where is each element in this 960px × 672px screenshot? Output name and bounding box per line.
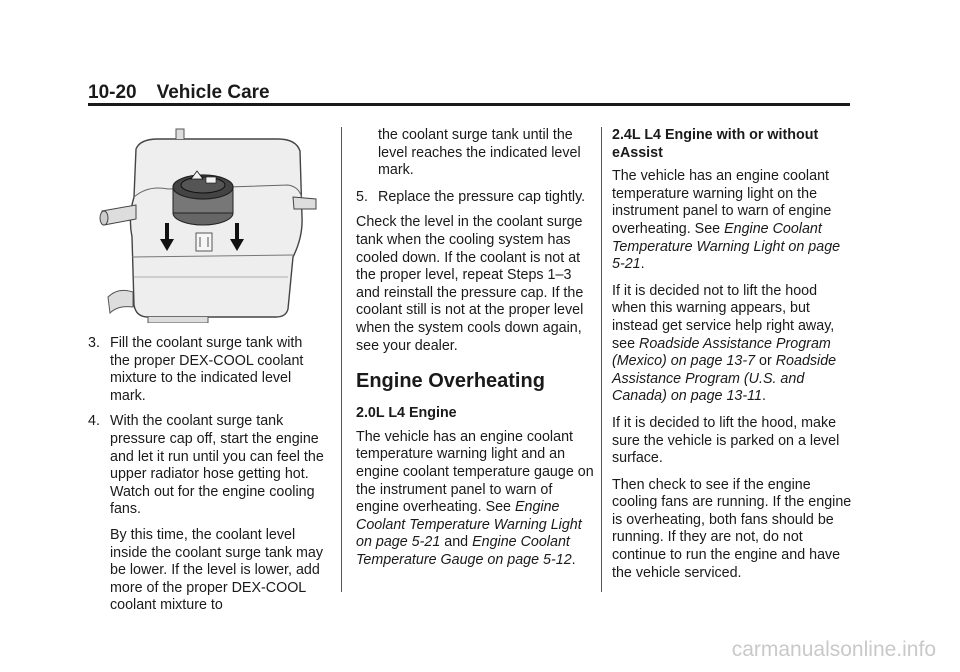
column-1 <box>88 127 326 624</box>
step-4-paragraph: By this time, the coolant level inside the coolant surge tank may be lower. If the level is lower, add more of the proper DEX-COOL coolant mixture to <box>110 526 323 614</box>
column-2 <box>356 127 594 578</box>
column-3 <box>612 127 852 591</box>
column-divider-1 <box>341 127 342 592</box>
step-number: 3. <box>88 335 100 351</box>
overheating-paragraph <box>356 429 594 570</box>
subheading-2-4l: 2.4L L4 Engine with or without eAssist <box>612 127 819 161</box>
paragraph-text: or <box>755 353 776 370</box>
step-5 <box>356 189 594 207</box>
step-4 <box>88 413 326 519</box>
paragraph-text: The vehicle has an engine coolant temperature warning light on the instrument panel to warn of engine overheating. See <box>612 168 832 237</box>
cooling-fans-paragraph: Then check to see if the engine cooling fans are running. If the engine is overheating, both fans should be running. If they are not, do not continue to run the engine and have the vehicle serviced. <box>612 476 852 581</box>
cross-reference-link[interactable]: Roadside Assistance Program (Mexico) on page 13-7 <box>612 335 831 370</box>
cross-reference-link[interactable]: Roadside Assistance Program (U.S. and Canada) on page 13-11 <box>612 353 837 405</box>
paragraph-text: . <box>761 388 766 405</box>
step-text: Replace the pressure cap tightly. <box>378 188 586 205</box>
paragraph-text: The vehicle has an engine coolant temperature warning light and an engine coolant temperature gauge on the instrument panel to warn of engine overheating. See <box>356 428 594 516</box>
page-number: 10-20 <box>88 82 137 103</box>
coolant-surge-tank-illustration <box>88 127 326 323</box>
step-text: Fill the coolant surge tank with the proper DEX-COOL coolant mixture to the indicated level mark. <box>110 335 304 404</box>
step-number: 5. <box>356 188 368 205</box>
header-rule <box>88 103 850 106</box>
cross-reference-link[interactable]: Engine Coolant Temperature Warning Light on page 5-21 <box>612 220 841 273</box>
paragraph-text: . <box>640 256 645 273</box>
step-4-continued: the coolant surge tank until the level reaches the indicated level mark. <box>378 127 581 179</box>
subheading-2-0l: 2.0L L4 Engine <box>356 405 457 422</box>
paragraph-text: If it is decided not to lift the hood when this warning appears, but instead get service help right away, see <box>612 282 835 352</box>
page-header <box>88 82 270 104</box>
paragraph-text: . <box>571 551 576 568</box>
cross-reference-link[interactable]: Engine Coolant Temperature Warning Light on page 5-21 <box>356 499 582 551</box>
roadside-paragraph <box>612 283 852 406</box>
column-divider-2 <box>601 127 602 592</box>
paragraph-text: and <box>440 534 473 551</box>
watermark: carmanualsonline.info <box>731 638 936 661</box>
section-heading: Engine Overheating <box>356 370 545 393</box>
step-text: With the coolant surge tank pressure cap off, start the engine and let it run until you can feel the upper radiator hose getting hot. Watch out for the engine cooling fans. <box>110 413 324 518</box>
section-title: Vehicle Care <box>156 82 270 103</box>
warning-light-paragraph <box>612 168 852 274</box>
cross-reference-link[interactable]: Engine Coolant Temperature Gauge on page 5-12 <box>356 534 572 568</box>
step-3 <box>88 335 326 405</box>
check-level-paragraph: Check the level in the coolant surge tank when the cooling system has cooled down. If the coolant is not at the proper level, repeat Steps 1–3 and reinstall the pressure cap. If the coolant still is not at the proper level when the system cools down again, see your dealer. <box>356 214 584 354</box>
lift-hood-paragraph: If it is decided to lift the hood, make sure the vehicle is parked on a level surface. <box>612 414 840 467</box>
step-number: 4. <box>88 413 100 430</box>
